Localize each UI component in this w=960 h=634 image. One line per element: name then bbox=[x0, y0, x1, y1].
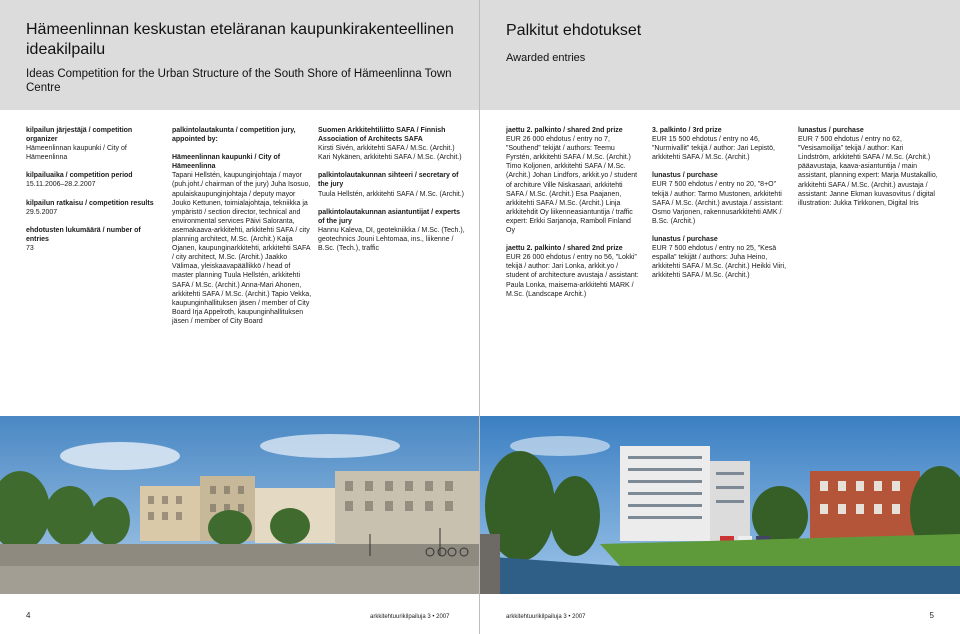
page-number-right: 5 bbox=[929, 611, 934, 620]
entries-heading: ehdotusten lukumäärä / number of entries bbox=[26, 226, 141, 243]
experts-heading: palkintolautakunnan asiantuntijat / experts of the jury bbox=[318, 208, 460, 225]
jury-members-text: Tapani Hellstén, kaupunginjohtaja / mayor (puh.joht./ chairman of the jury) Juha Isosuo, apulaiskaupunginjohtaja / deputy mayor Jouko Kettunen, toimialajohtaja, tekniikka ja ympäristö / section director, technical and environmental services Päivi Saloranta, asemakaava-arkkitehti, arkkitehti SAFA / city planning architect, M.Sc. (Archit.) Kaija Ojanen, kaupunginarkkitehti, arkkitehti SAFA / city architect, M.Sc. (Archit.) Jaakko Välimaa, yleiskaavapäällikkö / head of master planning Tuula Hellstén, arkkitehti SAFA / M.Sc. (Archit.) Anna-Mari Ahonen, arkkitehti SAFA / M.Sc. (Archit.) Tapio Vekka, kaupunginhallituksen jäsen / member of City Board Irja Appelroth, kaupunginhallituksen jäsen / member of City Board bbox=[172, 172, 312, 325]
city-heading: Hämeenlinnan kaupunki / City of Hämeenlinna bbox=[172, 154, 281, 171]
shared-2nd-prize-b-text: EUR 26 000 ehdotus / entry no 56, ”Lokki” tekijä / author: Jari Lonka, arkkit.yo / student of architecture avustaja / assistant: Paula Lonka, maisema-arkkitehti MARK / M.Sc. (Landscape Archit.) bbox=[506, 254, 639, 298]
shared-2nd-prize-heading: jaettu 2. palkinto / shared 2nd prize bbox=[506, 127, 623, 134]
secretary-heading: palkintolautakunnan sihteeri / secretary of the jury bbox=[318, 172, 459, 189]
experts-text: Hannu Kaleva, DI, geotekniikka / M.Sc. (Tech.), geotechnics Jouni Lehtomaa, ins., liikenne / B.Sc. (Tech.), traffic bbox=[318, 226, 465, 253]
shared-2nd-prize-text: EUR 26 000 ehdotus / entry no 7, ”Southend” tekijät / authors: Teemu Fyrstén, arkkitehti SAFA / M.Sc. (Archit.) Timo Koljonen, arkkitehti SAFA / M.Sc. (Archit.) Johan Lindfors, arkkit.yo / student of architure Ville Niskasaari, arkkitehti SAFA / M.Sc. (Archit.) Esa Paajanen, arkkitehti SAFA / M.Sc. (Archit.) Linja arkkitehdit Oy liikenneasiantuntija / traffic expert: Erkki Sarjanoja, Ramboll Finland Oy bbox=[506, 136, 638, 235]
organizer-heading: kilpailun järjestäjä / competition organizer bbox=[26, 127, 133, 144]
prizes-column-1 bbox=[506, 126, 641, 299]
secretary-text: Tuula Hellstén, arkkitehti SAFA / M.Sc. (Archit.) bbox=[318, 190, 465, 198]
page-title: Hämeenlinnan keskustan eteläranan kaupunkirakenteellinen ideakilpailu bbox=[26, 21, 454, 58]
jury-heading: palkintolautakunta / competition jury, appointed by: bbox=[172, 127, 296, 144]
page-subtitle: Awarded entries bbox=[506, 52, 586, 64]
entries-text: 73 bbox=[26, 244, 34, 252]
purchase-3-text: EUR 7 500 ehdotus / entry no 62, ”Vesisamoilija” tekijä / author: Kari Lindström, arkkitehti SAFA / M.Sc. (Archit.) pääavustaja, kaava-asiantuntija / main assistant, planning expert: Marja Mustakallio, arkkitehti SAFA / M.Sc. (Archit.) avustaja / assistant: Janne Ekman kuvasovitus / digital illustration: Jukka Tirkkonen, Digital Iris bbox=[798, 136, 938, 207]
page-number-left: 4 bbox=[26, 611, 31, 620]
prizes-column-2 bbox=[652, 126, 792, 280]
jury-column bbox=[172, 126, 312, 326]
purchase-text: EUR 7 500 ehdotus / entry no 20, ”8+O” tekijä / author: Tarmo Mustonen, arkkitehti SAFA / M.Sc. (Archit.) avustaja / assistant: Osmo Varjonen, rakennusarkkitehti AMK / B.Sc. (Archit.) bbox=[652, 181, 784, 225]
town-square-photo bbox=[0, 416, 480, 594]
purchase-3-heading: lunastus / purchase bbox=[798, 127, 864, 134]
footer-right: arkkitehtuurikilpailuja 3 • 2007 bbox=[506, 614, 586, 620]
period-heading: kilpailuaika / competition period bbox=[26, 172, 133, 180]
shared-2nd-prize-b-heading: jaettu 2. palkinto / shared 2nd prize bbox=[506, 245, 623, 253]
purchase-2-heading: lunastus / purchase bbox=[652, 235, 718, 243]
results-text: 29.5.2007 bbox=[26, 208, 58, 216]
third-prize-text: EUR 15 500 ehdotus / entry no 46, ”Nurmivallit” tekijä / author: Jari Lepistö, arkkitehti SAFA / M.Sc. (Archit.) bbox=[652, 136, 775, 162]
organizer-text: Hämeenlinnan kaupunki / City of Hämeenlinna bbox=[26, 145, 127, 162]
safa-heading: Suomen Arkkitehtiliitto SAFA / Finnish Association of Architects SAFA bbox=[318, 127, 446, 144]
period-text: 15.11.2006–28.2.2007 bbox=[26, 181, 96, 189]
prizes-column-3 bbox=[798, 126, 938, 208]
results-heading: kilpailun ratkaisu / competition results bbox=[26, 199, 154, 207]
footer-left: arkkitehtuurikilpailuja 3 • 2007 bbox=[370, 614, 450, 620]
page-subtitle: Ideas Competition for the Urban Structure of the South Shore of Hämeenlinna Town Centre bbox=[26, 68, 452, 94]
jury-experts-column bbox=[318, 126, 468, 253]
purchase-2-text: EUR 7 500 ehdotus / entry no 25, ”Kesä espalla” tekijät / authors: Juha Heino, arkkitehti SAFA / M.Sc. (Archit.) Heikki Viiri, arkkitehti SAFA / M.Sc. (Archit.) bbox=[652, 245, 787, 280]
right-page bbox=[480, 0, 960, 634]
waterfront-photo bbox=[480, 416, 960, 594]
competition-info-column bbox=[26, 126, 158, 253]
third-prize-heading: 3. palkinto / 3rd prize bbox=[652, 127, 722, 134]
purchase-heading: lunastus / purchase bbox=[652, 172, 718, 180]
safa-text: Kirsti Sivén, arkkitehti SAFA / M.Sc. (Archit.) Kari Nykänen, arkkitehti SAFA / M.Sc. (Archit.) bbox=[318, 145, 462, 162]
page-title: Palkitut ehdotukset bbox=[506, 22, 642, 39]
